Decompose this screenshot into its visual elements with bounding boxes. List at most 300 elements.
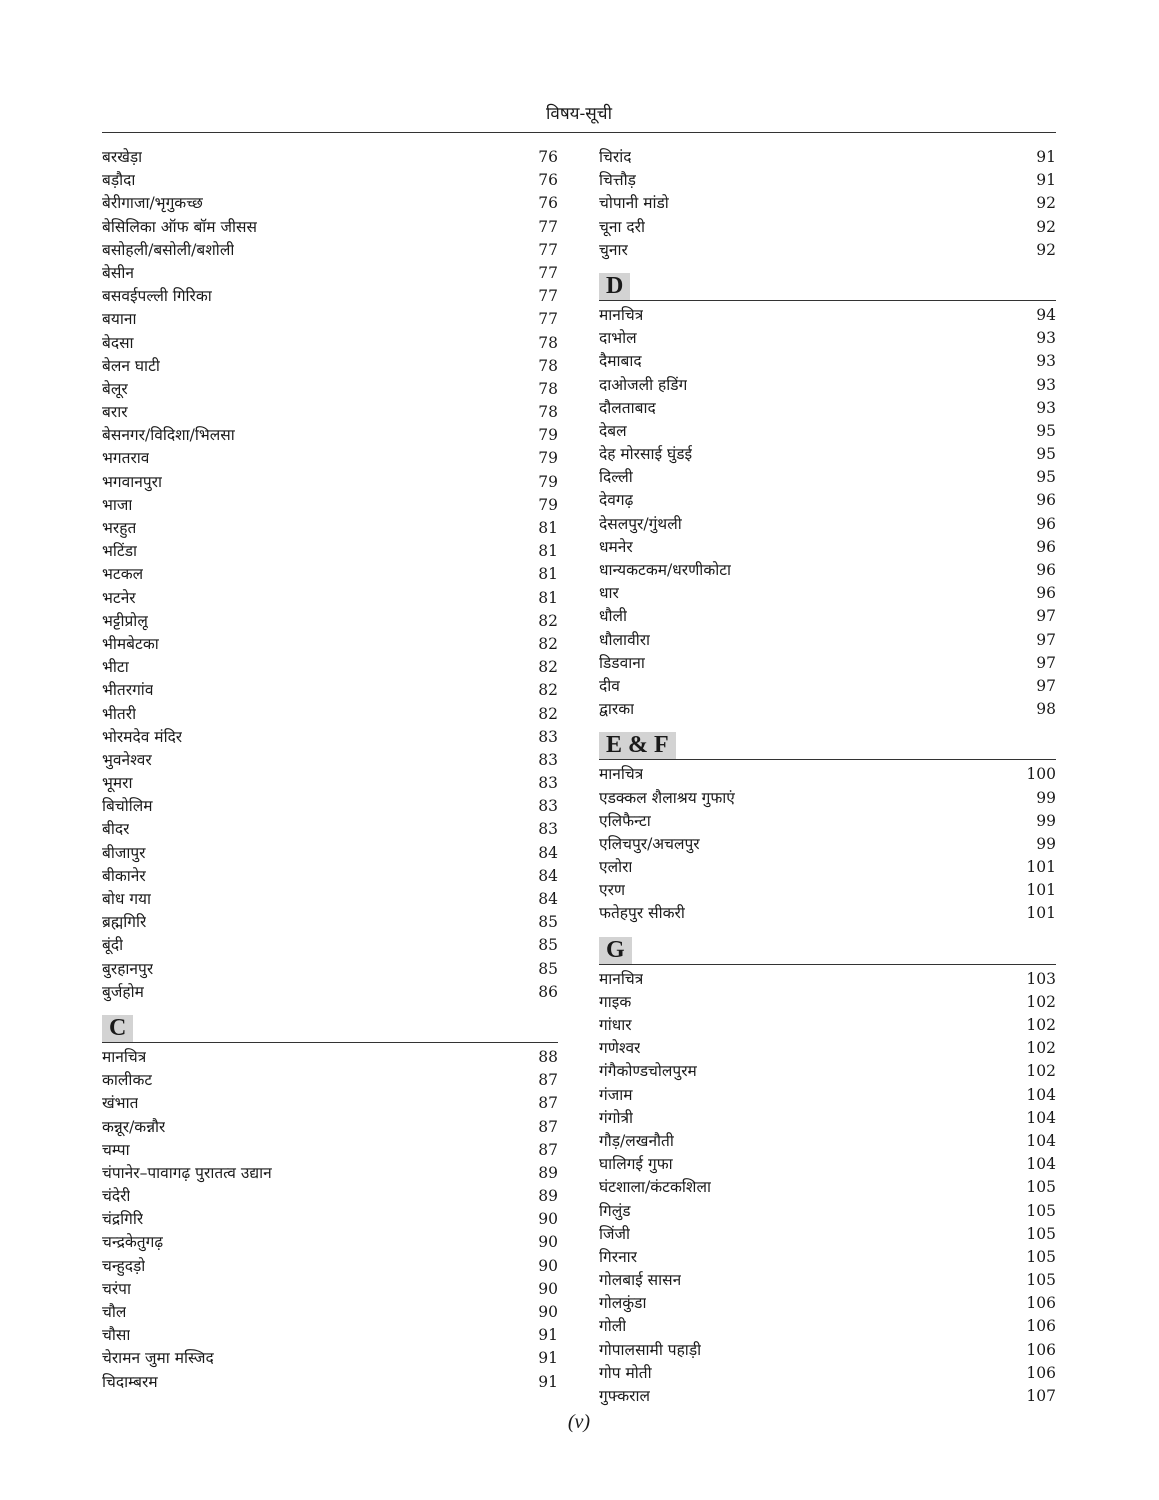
- index-entry: [102, 865, 558, 888]
- entry-name: कालीकट: [102, 1071, 153, 1090]
- entry-name: दाभोल: [599, 329, 637, 348]
- entry-page-number: 96: [1036, 514, 1056, 533]
- index-entry: [102, 285, 558, 308]
- entry-page-number: 101: [1026, 904, 1056, 923]
- index-entry: [102, 447, 558, 470]
- index-entry: [102, 656, 558, 679]
- entry-name: भुवनेश्वर: [102, 750, 152, 769]
- section-heading-c: [102, 1015, 558, 1043]
- entry-page-number: 91: [1036, 171, 1056, 190]
- index-entry: [102, 192, 558, 215]
- index-entry: [102, 888, 558, 911]
- entry-page-number: 104: [1026, 1155, 1056, 1174]
- entry-name: चम्पा: [102, 1140, 130, 1159]
- entry-page-number: 76: [538, 171, 558, 190]
- entry-page-number: 91: [1036, 148, 1056, 166]
- entry-page-number: 81: [538, 519, 558, 537]
- index-entry: [102, 1278, 558, 1301]
- index-entry: [599, 856, 1056, 879]
- entry-page-number: 82: [538, 658, 558, 677]
- entry-page-number: 86: [538, 982, 558, 1001]
- entry-name: दाओजली हडिंग: [599, 375, 688, 394]
- index-entry: [599, 327, 1056, 350]
- entry-name: देह मोरसाई घुंडई: [599, 445, 693, 464]
- index-entry: [599, 1176, 1056, 1199]
- entry-name: भट्टीप्रोलू: [102, 611, 148, 630]
- index-entry: [102, 818, 558, 841]
- entry-name: चोपानी मांडो: [599, 194, 669, 213]
- entry-page-number: 92: [1036, 194, 1056, 213]
- entry-name: बेलूर: [102, 379, 128, 398]
- entry-name: मानचित्र: [102, 1047, 147, 1066]
- entry-name: गाइक: [599, 992, 632, 1011]
- entry-name: भटनेर: [102, 588, 136, 607]
- entry-name: चौसा: [102, 1326, 131, 1345]
- index-entry: [599, 629, 1056, 652]
- entry-page-number: 91: [538, 1349, 558, 1368]
- index-entry: [599, 1200, 1056, 1223]
- index-entry: [599, 968, 1056, 991]
- index-entry: [102, 749, 558, 772]
- index-entry: [599, 1385, 1056, 1408]
- entry-page-number: 97: [1036, 630, 1056, 649]
- entry-page-number: 96: [1036, 491, 1056, 510]
- entry-name: भटिंडा: [102, 542, 138, 561]
- entry-page-number: 90: [538, 1279, 558, 1298]
- entry-page-number: 91: [538, 1326, 558, 1345]
- entry-name: चन्द्रकेतुगढ़: [102, 1233, 164, 1252]
- entry-page-number: 78: [538, 403, 558, 422]
- entry-page-number: 101: [1026, 881, 1056, 900]
- index-entry: [599, 1060, 1056, 1083]
- entry-page-number: 83: [538, 750, 558, 769]
- index-entry: [102, 239, 558, 262]
- entry-name: गौड़/लखनौती: [599, 1131, 674, 1150]
- entry-page-number: 77: [538, 263, 558, 282]
- index-entry: [599, 1130, 1056, 1153]
- entry-name: बयाना: [102, 310, 137, 329]
- entry-name: चित्तौड़: [599, 171, 636, 190]
- entry-page-number: 84: [538, 890, 558, 908]
- index-entry: [599, 1269, 1056, 1292]
- index-entry: [102, 981, 558, 1004]
- index-entry: [599, 605, 1056, 628]
- entry-page-number: 102: [1026, 992, 1056, 1011]
- entry-page-number: 77: [538, 240, 558, 259]
- index-entry: [599, 239, 1056, 262]
- index-entry: [102, 332, 558, 355]
- index-entry: [599, 1153, 1056, 1176]
- entry-page-number: 82: [538, 681, 558, 700]
- entry-name: दीव: [599, 676, 620, 695]
- entry-name: बेसिलिका ऑफ बॉम जीसस: [102, 217, 257, 236]
- entry-page-number: 83: [538, 727, 558, 746]
- index-entry: [599, 536, 1056, 559]
- entry-name: मानचित्र: [599, 969, 644, 988]
- entry-page-number: 85: [538, 936, 558, 955]
- entry-name: धौली: [599, 607, 628, 626]
- entry-name: बेदसा: [102, 333, 134, 352]
- index-entry: [102, 1116, 558, 1139]
- entry-name: गंगैकोण्डचोलपुरम: [599, 1062, 697, 1081]
- index-entry: [102, 679, 558, 702]
- entry-name: गंजाम: [599, 1085, 633, 1104]
- entry-list-c: [102, 1046, 558, 1394]
- index-entry: [102, 1255, 558, 1278]
- entry-page-number: 95: [1036, 445, 1056, 464]
- entry-name: गंगोत्री: [599, 1108, 634, 1127]
- index-entry: [599, 833, 1056, 856]
- entry-name: द्वारका: [599, 700, 635, 719]
- entry-name: भीटा: [102, 658, 129, 677]
- entry-name: घालिगई गुफा: [599, 1155, 673, 1174]
- entry-page-number: 78: [538, 333, 558, 352]
- entry-name: भीतरी: [102, 704, 137, 723]
- entry-name: खंभात: [102, 1094, 139, 1113]
- entry-page-number: 89: [538, 1163, 558, 1182]
- index-entry: [102, 1046, 558, 1069]
- index-entry: [599, 582, 1056, 605]
- index-entry: [599, 763, 1056, 786]
- entry-page-number: 85: [538, 959, 558, 978]
- entry-page-number: 82: [538, 704, 558, 723]
- index-entry: [599, 652, 1056, 675]
- entry-name: दिल्ली: [599, 468, 633, 487]
- section-letter-c: C: [102, 1015, 133, 1042]
- section-heading-g: [599, 937, 1056, 965]
- entry-name: गोलबाई सासन: [599, 1271, 682, 1290]
- index-entry: [102, 471, 558, 494]
- entry-page-number: 99: [1036, 834, 1056, 853]
- index-entry: [599, 374, 1056, 397]
- entry-page-number: 87: [538, 1140, 558, 1159]
- entry-name: गिलुंड: [599, 1201, 631, 1220]
- entry-page-number: 78: [538, 356, 558, 375]
- entry-page-number: 106: [1026, 1363, 1056, 1382]
- entry-name: बोध गया: [102, 890, 152, 908]
- index-entry: [599, 420, 1056, 443]
- entry-page-number: 81: [538, 542, 558, 561]
- entry-name: बेसीन: [102, 263, 134, 282]
- index-entry: [102, 795, 558, 818]
- entry-page-number: 83: [538, 820, 558, 839]
- index-entry: [102, 169, 558, 192]
- page-title: विषय-सूची: [546, 104, 612, 124]
- index-entry: [599, 559, 1056, 582]
- entry-page-number: 88: [538, 1047, 558, 1066]
- entry-page-number: 96: [1036, 561, 1056, 579]
- entry-page-number: 89: [538, 1187, 558, 1206]
- entry-page-number: 97: [1036, 676, 1056, 695]
- entry-page-number: 102: [1026, 1062, 1056, 1081]
- entry-page-number: 87: [538, 1117, 558, 1136]
- entry-page-number: 105: [1026, 1271, 1056, 1290]
- entry-page-number: 79: [538, 495, 558, 514]
- entry-page-number: 77: [538, 287, 558, 306]
- entry-list-b: [102, 146, 558, 1004]
- index-entry: [102, 146, 558, 169]
- entry-page-number: 97: [1036, 607, 1056, 626]
- entry-name: बरार: [102, 403, 128, 422]
- entry-page-number: 81: [538, 565, 558, 584]
- entry-page-number: 93: [1036, 352, 1056, 371]
- section-letter-ef: E & F: [599, 732, 676, 759]
- index-entry: [102, 424, 558, 447]
- entry-name: धार: [599, 584, 619, 603]
- entry-name: गणेश्वर: [599, 1039, 641, 1058]
- entry-page-number: 103: [1026, 969, 1056, 988]
- index-entry: [599, 879, 1056, 902]
- index-entry: [599, 169, 1056, 192]
- entry-name: भीतरगांव: [102, 681, 154, 700]
- entry-page-number: 107: [1026, 1387, 1056, 1405]
- entry-name: धान्यकटकम/धरणीकोटा: [599, 561, 732, 579]
- index-entry: [599, 192, 1056, 215]
- index-entry: [599, 350, 1056, 373]
- entry-name: देवगढ़: [599, 491, 634, 510]
- entry-name: एलिचपुर/अचलपुर: [599, 834, 700, 853]
- entry-page-number: 106: [1026, 1294, 1056, 1313]
- entry-page-number: 94: [1036, 305, 1056, 324]
- index-entry: [599, 787, 1056, 810]
- entry-name: बुर्जहोम: [102, 982, 144, 1001]
- entry-page-number: 99: [1036, 811, 1056, 830]
- entry-page-number: 106: [1026, 1340, 1056, 1359]
- index-entry: [102, 934, 558, 957]
- entry-name: बड़ौदा: [102, 171, 136, 190]
- entry-name: भगवानपुरा: [102, 472, 163, 491]
- entry-page-number: 84: [538, 866, 558, 885]
- entry-name: फतेहपुर सीकरी: [599, 904, 685, 923]
- index-entry: [599, 1014, 1056, 1037]
- entry-name: गोपालसामी पहाड़ी: [599, 1340, 702, 1359]
- entry-page-number: 98: [1036, 700, 1056, 719]
- entry-page-number: 104: [1026, 1108, 1056, 1127]
- entry-name: बीदर: [102, 820, 130, 839]
- entry-page-number: 87: [538, 1094, 558, 1113]
- section-letter-d: D: [599, 273, 630, 300]
- entry-name: बेरीगाजा/भृगुकच्छ: [102, 194, 203, 213]
- entry-page-number: 105: [1026, 1247, 1056, 1266]
- entry-page-number: 106: [1026, 1317, 1056, 1336]
- index-entry: [102, 911, 558, 934]
- entry-name: एलोरा: [599, 858, 633, 877]
- index-entry: [599, 443, 1056, 466]
- entry-page-number: 77: [538, 310, 558, 329]
- entry-name: चंपानेर–पावागढ़ पुरातत्व उद्यान: [102, 1163, 272, 1182]
- index-entry: [102, 633, 558, 656]
- entry-name: चंद्रगिरि: [102, 1210, 144, 1229]
- entry-name: बुरहानपुर: [102, 959, 154, 978]
- index-entry: [599, 698, 1056, 721]
- index-entry: [599, 1084, 1056, 1107]
- index-entry: [599, 1107, 1056, 1130]
- section-heading-ef: [599, 732, 1056, 760]
- entry-name: घंटशाला/कंटकशिला: [599, 1178, 711, 1197]
- entry-page-number: 105: [1026, 1201, 1056, 1220]
- entry-name: गुफ्कराल: [599, 1387, 650, 1405]
- index-entry: [102, 1301, 558, 1324]
- entry-page-number: 91: [538, 1372, 558, 1391]
- entry-name: देसलपुर/गुंथली: [599, 514, 682, 533]
- entry-page-number: 93: [1036, 329, 1056, 348]
- entry-list-g: [599, 968, 1056, 1409]
- entry-name: गिरनार: [599, 1247, 638, 1266]
- entry-name: दौलताबाद: [599, 398, 656, 417]
- index-entry: [102, 378, 558, 401]
- entry-list-ef: [599, 763, 1056, 925]
- section-heading-d: [599, 273, 1056, 301]
- entry-page-number: 101: [1026, 858, 1056, 877]
- index-entry: [599, 489, 1056, 512]
- entry-name: दैमाबाद: [599, 352, 642, 371]
- index-column-right: [599, 146, 1056, 1408]
- entry-name: बसोहली/बसोली/बशोली: [102, 240, 235, 259]
- index-entry: [102, 401, 558, 424]
- index-entry: [102, 772, 558, 795]
- index-entry: [599, 466, 1056, 489]
- entry-name: चंदेरी: [102, 1187, 131, 1206]
- index-entry: [102, 308, 558, 331]
- entry-page-number: 83: [538, 774, 558, 793]
- entry-name: बीकानेर: [102, 866, 146, 885]
- entry-name: धौलावीरा: [599, 630, 651, 649]
- entry-page-number: 95: [1036, 421, 1056, 440]
- index-entry: [102, 726, 558, 749]
- entry-name: मानचित्र: [599, 765, 644, 784]
- entry-name: डिडवाना: [599, 653, 645, 672]
- entry-name: भोरमदेव मंदिर: [102, 727, 183, 746]
- entry-page-number: 90: [538, 1256, 558, 1275]
- index-entry: [599, 902, 1056, 925]
- entry-name: बिचोलिम: [102, 797, 153, 816]
- entry-name: चेरामन जुमा मस्जिद: [102, 1349, 214, 1368]
- index-entry: [599, 1339, 1056, 1362]
- index-entry: [599, 1292, 1056, 1315]
- entry-page-number: 79: [538, 449, 558, 468]
- index-entry: [599, 1223, 1056, 1246]
- entry-page-number: 105: [1026, 1178, 1056, 1197]
- entry-page-number: 104: [1026, 1131, 1056, 1150]
- entry-name: चूना दरी: [599, 217, 645, 236]
- index-entry: [599, 216, 1056, 239]
- entry-page-number: 83: [538, 797, 558, 816]
- index-entry: [102, 958, 558, 981]
- entry-name: बेलन घाटी: [102, 356, 160, 375]
- index-entry: [102, 587, 558, 610]
- entry-name: भूमरा: [102, 774, 133, 793]
- entry-name: गोलकुंडा: [599, 1294, 647, 1313]
- entry-page-number: 93: [1036, 398, 1056, 417]
- entry-page-number: 100: [1026, 765, 1056, 784]
- entry-page-number: 90: [538, 1210, 558, 1229]
- entry-name: चुनार: [599, 240, 628, 259]
- entry-name: मानचित्र: [599, 305, 644, 324]
- entry-name: कन्नूर/कन्नौर: [102, 1117, 166, 1136]
- index-entry: [102, 494, 558, 517]
- entry-name: बरखेड़ा: [102, 148, 143, 166]
- page-number: (v): [567, 1411, 591, 1433]
- entry-page-number: 102: [1026, 1016, 1056, 1034]
- entry-name: एडक्कल शैलाश्रय गुफाएं: [599, 788, 735, 807]
- entry-page-number: 90: [538, 1233, 558, 1252]
- index-entry: [102, 1208, 558, 1231]
- entry-page-number: 79: [538, 426, 558, 445]
- entry-name: गोप मोती: [599, 1363, 652, 1382]
- entry-name: भाजा: [102, 495, 133, 514]
- entry-list-d: [599, 304, 1056, 721]
- entry-name: चरंपा: [102, 1279, 132, 1298]
- entry-page-number: 99: [1036, 788, 1056, 807]
- entry-page-number: 79: [538, 472, 558, 491]
- entry-page-number: 93: [1036, 375, 1056, 394]
- entry-page-number: 95: [1036, 468, 1056, 487]
- entry-name: भटकल: [102, 565, 144, 584]
- index-entry: [102, 1092, 558, 1115]
- entry-page-number: 97: [1036, 653, 1056, 672]
- entry-page-number: 77: [538, 217, 558, 236]
- entry-page-number: 102: [1026, 1039, 1056, 1058]
- index-entry: [102, 1139, 558, 1162]
- entry-name: गोली: [599, 1317, 627, 1336]
- entry-page-number: 90: [538, 1303, 558, 1321]
- entry-name: बेसनगर/विदिशा/भिलसा: [102, 426, 235, 445]
- index-entry: [599, 675, 1056, 698]
- entry-name: भगतराव: [102, 449, 150, 468]
- index-entry: [102, 355, 558, 378]
- index-entry: [599, 991, 1056, 1014]
- index-entry: [102, 517, 558, 540]
- index-column-left: [102, 146, 558, 1394]
- entry-page-number: 85: [538, 913, 558, 932]
- index-entry: [599, 1037, 1056, 1060]
- entry-page-number: 76: [538, 148, 558, 166]
- index-entry: [599, 397, 1056, 420]
- index-entry: [102, 262, 558, 285]
- index-entry: [599, 1315, 1056, 1338]
- index-entry: [599, 810, 1056, 833]
- index-entry: [599, 304, 1056, 327]
- entry-name: बसवईपल्ली गिरिका: [102, 287, 212, 306]
- entry-page-number: 96: [1036, 537, 1056, 556]
- index-entry: [102, 1231, 558, 1254]
- index-entry: [599, 1246, 1056, 1269]
- entry-page-number: 105: [1026, 1224, 1056, 1243]
- entry-name: एलिफैन्टा: [599, 811, 651, 830]
- entry-name: चन्हुदड़ो: [102, 1256, 146, 1275]
- index-entry: [102, 1185, 558, 1208]
- entry-page-number: 82: [538, 611, 558, 630]
- index-entry: [102, 842, 558, 865]
- section-letter-g: G: [599, 937, 632, 964]
- entry-page-number: 92: [1036, 240, 1056, 259]
- index-entry: [102, 563, 558, 586]
- entry-name: गांधार: [599, 1016, 632, 1034]
- entry-list-c-continued: [599, 146, 1056, 262]
- header-divider: [102, 132, 1056, 133]
- index-entry: [102, 610, 558, 633]
- entry-name: चिदाम्बरम: [102, 1372, 158, 1391]
- entry-name: ब्रह्मगिरि: [102, 913, 147, 932]
- index-entry: [102, 703, 558, 726]
- index-entry: [102, 1324, 558, 1347]
- index-entry: [102, 1347, 558, 1370]
- index-entry: [599, 146, 1056, 169]
- entry-name: बूंदी: [102, 936, 124, 955]
- entry-page-number: 96: [1036, 584, 1056, 603]
- entry-page-number: 92: [1036, 217, 1056, 236]
- entry-page-number: 82: [538, 634, 558, 653]
